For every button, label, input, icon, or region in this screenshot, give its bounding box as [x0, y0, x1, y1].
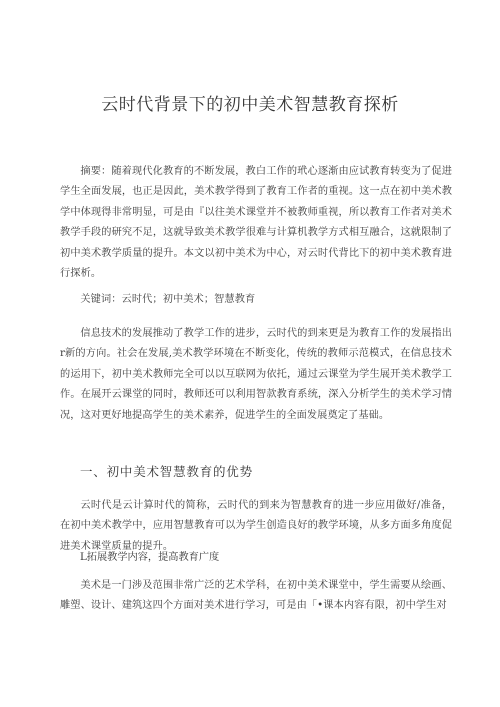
intro-paragraph: 信息技术的发展推动了教学工作的进步，云时代的到来更是为教育工作的发展指出r新的方向。社会在发展,美术教学环境在不断变化，传统的教师示范模式，在信息技术的运用下，初中美术教师完全可以以互联网为依托，通过云课堂为学生展开美术教学工作。在展开云课堂的同时，教师还可以利用智款教育系统，深入分析学生的美术学习情况，这对更好地提高学生的美术素养，促进学生的全面发展奠定了基础。 — [60, 328, 452, 421]
subsection-heading-1: L拓展教学内容，提高教育广度 — [80, 552, 220, 563]
subsection-1-paragraph: 美术是一门涉及范围非常广泛的艺术学科，在初中美术课堂中，学生需要从绘画、雕塑、设计、建筑这四个方面对美术进行学习，可是由「•课本内容有限，初中学生对 — [60, 580, 452, 612]
section-1-paragraph: 云时代是云计算时代的简称，云时代的到来为智慧教育的进一步应用做好/准备，在初中美术教学中，应用智慧教育可以为学生创造良好的教学环境，从多方面多角度促进美术课堂质量的提升。 — [60, 500, 452, 552]
keywords-paragraph: 关键词：云时代；初中美术；智慧教育 — [80, 294, 256, 305]
abstract-paragraph: 摘要：随着现代化教育的不断发展，教白工作的玳心逐渐由应试教育转变为了促进学生全面发展，也正是因此，美术教学得到了教育工作者的重视。这一点在初中美术教学中体现得非常明显，可是由『以往美术课堂并不被教师重视，所以教育工作者对美术教学手段的研究不足，这就导致美术教学很难与计算机教学方式相互融合，这就限制了初中美术教学质量的提升。本文以初中美术为中心，对云时代背比下的初中美术教育进行探析。 — [60, 166, 452, 280]
section-heading-1: 一、初中美术智慧教育的优势 — [80, 464, 253, 479]
paper-title: 云时代背景下的初中美术智慧教育探析 — [101, 95, 399, 115]
